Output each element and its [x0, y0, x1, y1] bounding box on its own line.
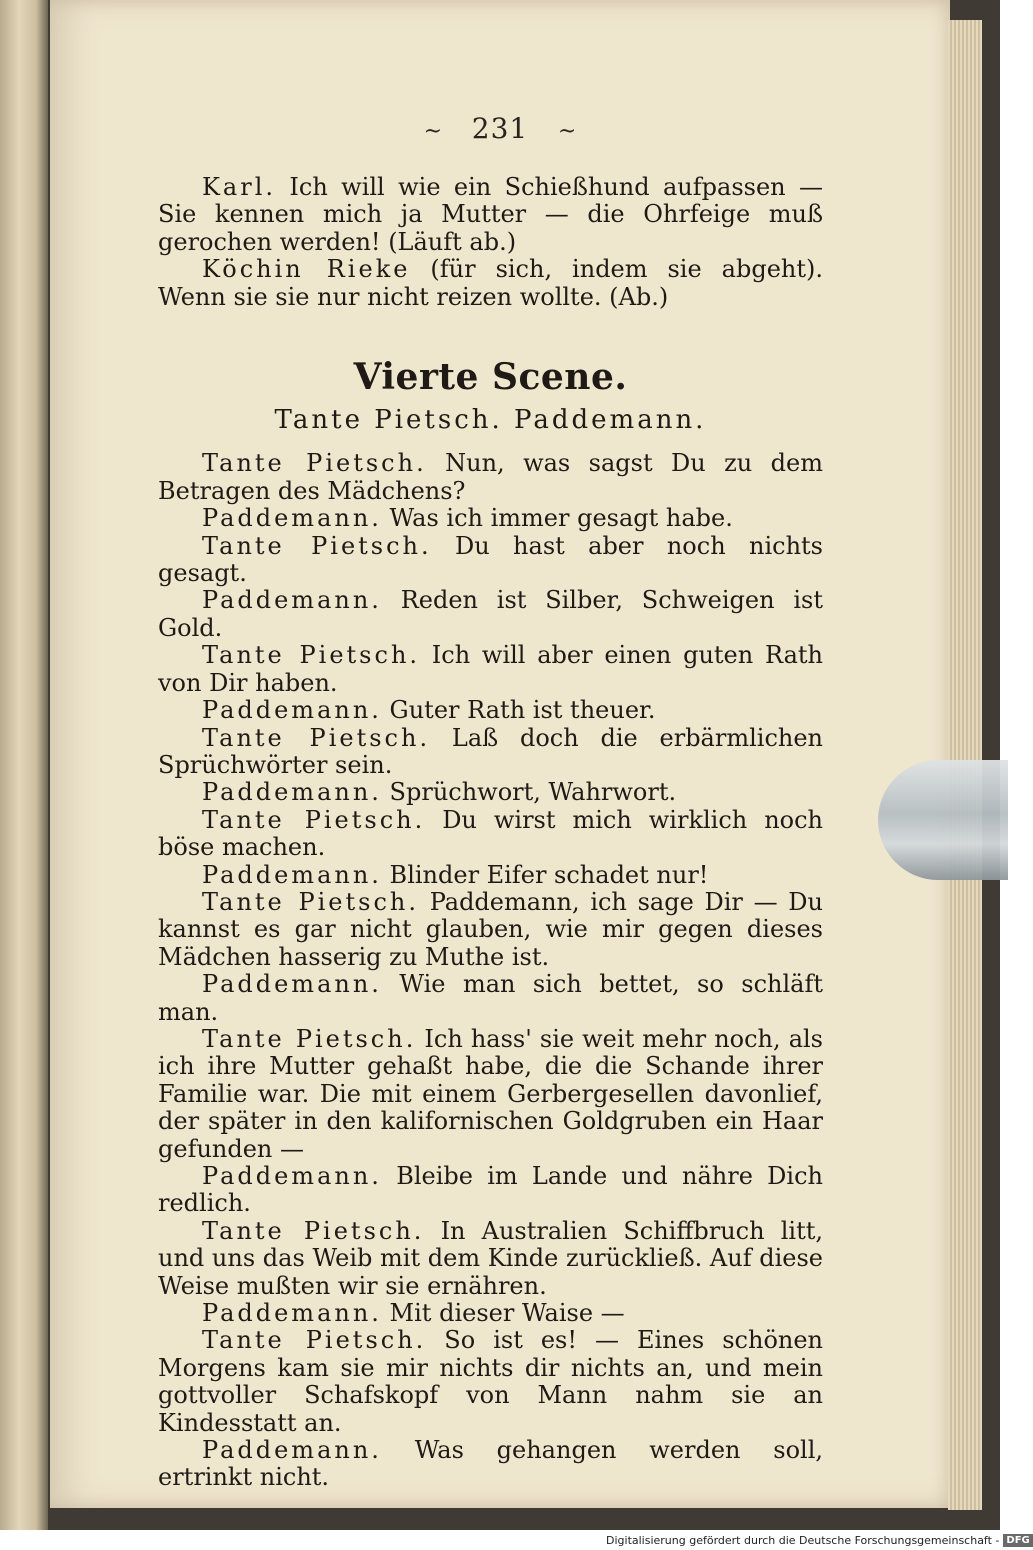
dialogue-text: Was ich immer gesagt habe. — [381, 504, 733, 533]
dialogue-text: So ist es! — Eines schönen Morgens kam sie mir nichts dir nichts an, und mein gottvoller Schafskopf von Mann nahm sie an Kindesstatt an. — [158, 1326, 824, 1437]
dialogue-line — [158, 587, 823, 642]
page-header — [50, 112, 950, 145]
speaker-name: Tante Pietsch. — [202, 1024, 417, 1053]
speaker-name: Paddemann. — [202, 860, 382, 889]
dialogue-line — [158, 505, 823, 532]
dialogue-line — [158, 1327, 823, 1437]
page-number: 231 — [471, 112, 529, 145]
dialogue-line — [158, 971, 823, 1026]
dialogue-text: In Australien Schiffbruch litt, und uns das Weib mit dem Kinde zurückließ. Auf diese Weise mußten wir sie ernähren. — [158, 1216, 823, 1300]
ornament-left: ~ — [423, 119, 443, 144]
speaker-name: Paddemann. — [202, 504, 382, 533]
page-clip — [878, 760, 1008, 880]
speaker-name: Tante Pietsch. — [202, 449, 427, 478]
dialogue-line — [158, 642, 823, 697]
dialogue-line — [158, 697, 823, 724]
ornament-right: ~ — [557, 119, 577, 144]
dialogue-text: Mit dieser Waise — — [381, 1299, 625, 1328]
dialogue-text: Reden ist Silber, Schweigen ist Gold. — [158, 586, 823, 642]
dialogue-text: Paddemann, ich sage Dir — Du kannst es gar nicht glauben, wie mir gegen dieses Mädchen hasserig zu Muthe ist. — [158, 887, 823, 971]
dialogue-text: Laß doch die erbärmlichen Sprüchwörter sein. — [158, 723, 823, 779]
dialogue-line — [158, 533, 823, 588]
dialogue-text: Du hast aber noch nichts gesagt. — [158, 531, 824, 588]
dialogue-line — [158, 450, 823, 505]
dialogue-text: Wie man sich bettet, so schläft man. — [158, 970, 823, 1026]
dialogue-text: Guter Rath ist theuer. — [381, 696, 656, 725]
dialogue-text: Du wirst mich wirklich noch böse machen. — [158, 805, 823, 862]
dialogue-line — [158, 725, 823, 780]
dialogue-line — [158, 1026, 823, 1163]
dialogue-text: (für sich, indem sie abgeht). Wenn sie sie nur nicht reizen wollte. (Ab.) — [158, 255, 823, 311]
dialogue-text: Was gehangen werden soll, ertrinkt nicht. — [158, 1436, 823, 1492]
dialogue-line — [158, 174, 823, 256]
dialogue-line — [158, 889, 823, 971]
speaker-name: Tante Pietsch. — [202, 887, 419, 916]
left-page-spine — [0, 0, 48, 1530]
dialogue-line — [158, 1218, 823, 1300]
speaker-name: Tante Pietsch. — [202, 641, 421, 670]
dialogue-line — [158, 862, 823, 889]
speaker-name: Tante Pietsch. — [202, 531, 432, 560]
speaker-name: Paddemann. — [202, 1299, 382, 1328]
dialogue-line — [158, 779, 823, 806]
dialogue-text: Bleibe im Lande und nähre Dich redlich. — [158, 1162, 823, 1218]
dialogue-text: Ich hass' sie weit mehr noch, als ich ihre Mutter gehaßt habe, die die Schande ihrer Familie war. Die mit einem Gerbergesellen davonlief, der später in den kalifornischen Goldgruben ein Haar gefunden — — [158, 1024, 824, 1163]
dfg-logo: DFG — [1003, 1534, 1032, 1547]
dialogue-line — [158, 807, 823, 862]
speaker-name: Paddemann. — [202, 778, 382, 807]
dialogue-text: Nun, was sagst Du zu dem Betragen des Mädchens? — [158, 449, 824, 505]
speaker-name: Paddemann. — [202, 970, 382, 999]
dialogue-line — [158, 256, 823, 311]
scene-title: Vierte Scene. — [353, 356, 628, 399]
speaker-name: Tante Pietsch. — [202, 1216, 425, 1245]
dialogue-line — [158, 1300, 823, 1327]
dialogue-text: Ich will wie ein Schießhund aufpassen — Sie kennen mich ja Mutter — die Ohrfeige muß gerochen werden! (Läuft ab.) — [158, 173, 823, 256]
speaker-name: Karl. — [202, 173, 277, 201]
speaker-name: Tante Pietsch. — [202, 723, 431, 752]
speaker-name: Paddemann. — [202, 586, 382, 615]
dfg-footer — [606, 1534, 1030, 1548]
dialogue-text: Sprüchwort, Wahrwort. — [381, 778, 677, 807]
body-text — [158, 174, 823, 1492]
speaker-name: Paddemann. — [202, 1162, 382, 1190]
dialogue-text: Ich will aber einen guten Rath von Dir haben. — [158, 641, 823, 697]
speaker-name: Tante Pietsch. — [202, 1326, 427, 1355]
speaker-name: Paddemann. — [202, 1436, 382, 1465]
footer-text: Digitalisierung gefördert durch die Deutsche Forschungsgemeinschaft - — [606, 1534, 1000, 1547]
scene-cast: Tante Pietsch. Paddemann. — [274, 405, 707, 436]
speaker-name: Tante Pietsch. — [202, 805, 426, 834]
dialogue-text: Blinder Eifer schadet nur! — [381, 860, 709, 889]
speaker-name: Paddemann. — [202, 696, 382, 725]
speaker-name: Köchin Rieke — [202, 255, 411, 284]
dialogue-line — [158, 1163, 823, 1218]
dialogue-line — [158, 1437, 823, 1492]
